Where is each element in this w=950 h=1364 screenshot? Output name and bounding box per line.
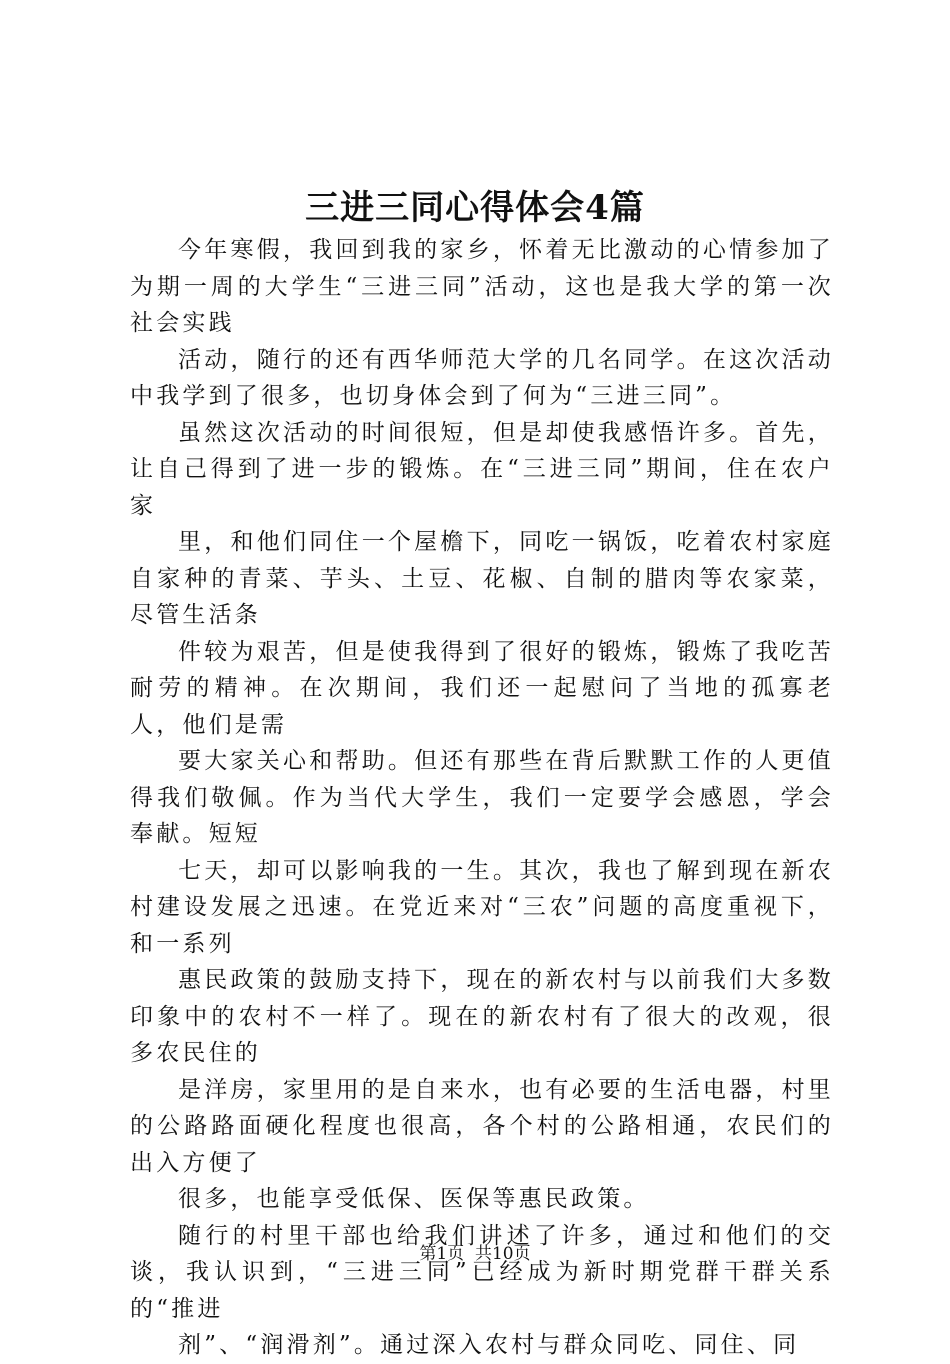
paragraph: 惠民政策的鼓励支持下，现在的新农村与以前我们大多数印象中的农村不一样了。现在的新农村有了很大的改观，很多农民住的 [130,967,834,1066]
paragraph: 七天，却可以影响我的一生。其次，我也了解到现在新农村建设发展之迅速。在党近来对“三农”问题的高度重视下，和一系列 [130,857,834,957]
paragraph: 活动，随行的还有西华师范大学的几名同学。在这次活动中我学到了很多，也切身体会到了何为“三进三同”。 [130,346,834,409]
page-number: 第1页 共10页 [419,1244,531,1264]
paragraph: 剂”、“润滑剂”。通过深入农村与群众同吃、同住、同 [178,1332,800,1358]
paragraph: 随行的村里干部也给我们讲述了许多，通过和他们的交谈，我认识到，“三进三同”已经成为新时期党群干群关系的“推进 [130,1222,834,1322]
document-title: 三进三同心得体会4篇 [305,188,645,228]
paragraph: 件较为艰苦，但是使我得到了很好的锻炼，锻炼了我吃苦耐劳的精神。在次期间，我们还一起慰问了当地的孤寡老人，他们是需 [130,638,834,738]
paragraph: 里，和他们同住一个屋檐下，同吃一锅饭，吃着农村家庭自家种的青菜、芋头、土豆、花椒、自制的腊肉等农家菜，尽管生活条 [130,529,834,628]
paragraph: 很多，也能享受低保、医保等惠民政策。 [178,1186,650,1212]
page-footer [0,1242,950,1266]
document-body [130,232,834,1364]
paragraph: 是洋房，家里用的是自来水，也有必要的生活电器，村里的公路路面硬化程度也很高，各个村的公路相通，农民们的出入方便了 [130,1076,834,1176]
paragraph: 虽然这次活动的时间很短，但是却使我感悟许多。首先，让自己得到了进一步的锻炼。在“三进三同”期间，住在农户家 [130,419,834,519]
paragraph: 要大家关心和帮助。但还有那些在背后默默工作的人更值得我们敬佩。作为当代大学生，我们一定要学会感恩，学会奉献。短短 [130,748,834,847]
paragraph: 今年寒假，我回到我的家乡，怀着无比激动的心情参加了为期一周的大学生“三进三同”活动，这也是我大学的第一次社会实践 [130,237,834,336]
